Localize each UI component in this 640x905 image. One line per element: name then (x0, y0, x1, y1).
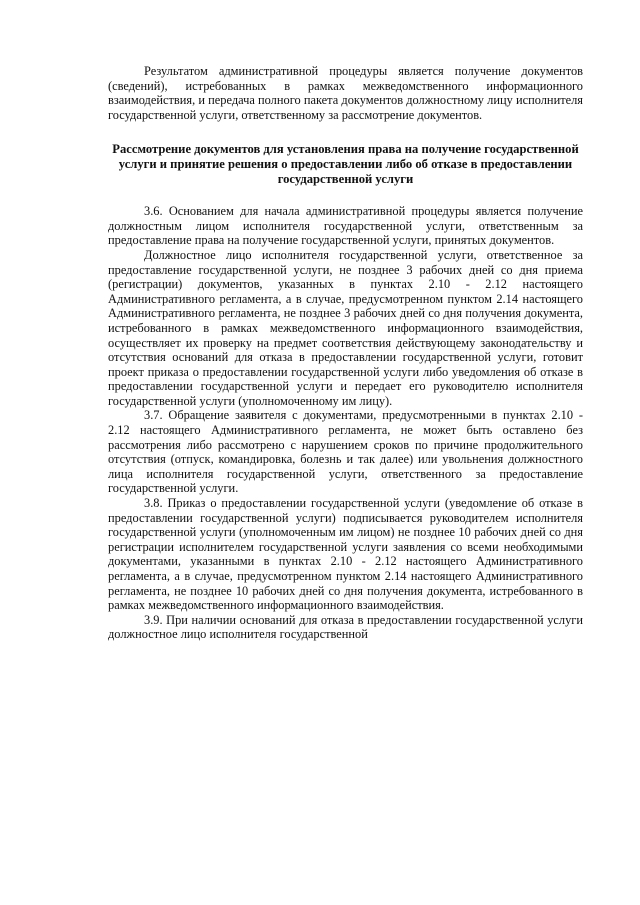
paragraph-3-7: 3.7. Обращение заявителя с документами, предусмотренными в пунктах 2.10 - 2.12 настоящего Административного регламента, не может быть оставлено без рассмотрения либо рассмотрено с нарушением сроков по причине продолжительного отсутствия (отпуск, командировка, болезнь и так далее) или увольнения должностного лица исполнителя государственной услуги, ответственного за предоставление государственной услуги. (108, 408, 583, 496)
intro-paragraph: Результатом административной процедуры является получение документов (сведений), истребованных в рамках межведомственного информационного взаимодействия, и передача полного пакета документов должностному лицу исполнителя государственной услуги, ответственному за рассмотрение документов. (108, 64, 583, 122)
section-heading: Рассмотрение документов для установления права на получение государственной услуги и принятие решения о предоставлении либо об отказе в предоставлении государственной услуги (112, 142, 579, 186)
paragraph-3-8: 3.8. Приказ о предоставлении государственной услуги (уведомление об отказе в предоставлении государственной услуги) подписывается руководителем исполнителя государственной услуги (уполномоченным им лицом) не позднее 10 рабочих дней со дня регистрации исполнителем государственной услуги заявления со всеми необходимыми документами, указанными в пунктах 2.10 - 2.12 настоящего Административного регламента, а в случае, предусмотренном пунктом 2.14 настоящего Административного регламента, не позднее 10 рабочих дней со дня получения документа, истребованного в рамках межведомственного информационного взаимодействия. (108, 496, 583, 613)
paragraph-3-9: 3.9. При наличии оснований для отказа в предоставлении государственной услуги должностное лицо исполнителя государственной (108, 612, 583, 642)
paragraph-3-6: 3.6. Основанием для начала административной процедуры является получение должностным лицом исполнителя государственной услуги, ответственным за предоставление права на получение государственной услуги, принятых документов. (108, 204, 583, 248)
paragraph-3-6-continued: Должностное лицо исполнителя государственной услуги, ответственное за предоставление государственной услуги, не позднее 3 рабочих дней со дня приема (регистрации) документов, указанных в пунктах 2.10 - 2.12 настоящего Административного регламента, а в случае, предусмотренном пунктом 2.14 настоящего Административного регламента, не позднее 3 рабочих дней со дня получения документа, истребованного в рамках межведомственного информационного взаимодействия, осуществляет их проверку на предмет соответствия действующему законодательству и отсутствия оснований для отказа в предоставлении государственной услуги, готовит проект приказа о предоставлении государственной услуги либо уведомления об отказе в предоставлении государственной услуги и передает его руководителю исполнителя государственной услуги (уполномоченному им лицу). (108, 247, 583, 408)
